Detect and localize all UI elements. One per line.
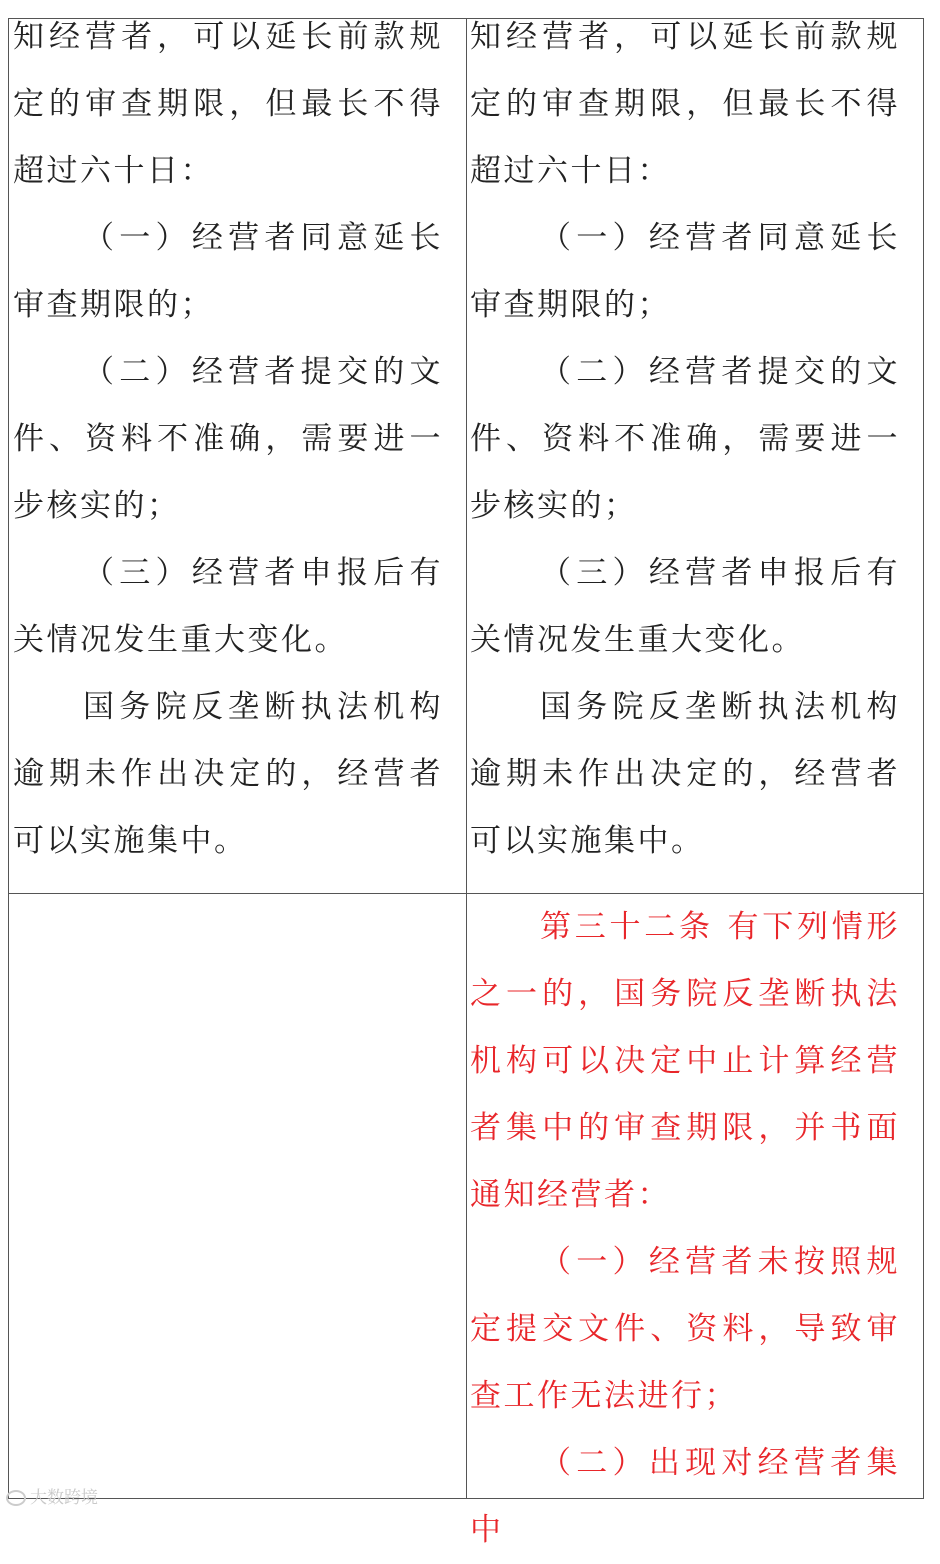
left-column-cell <box>13 4 443 875</box>
left-paragraph-continuation: 知经营者，可以延长前款规定的审查期限，但最长不得超过六十日： <box>13 19 443 189</box>
speech-bubble-icon <box>6 1490 26 1506</box>
right-item-3: （三）经营者申报后有关情况发生重大变化。 <box>470 555 900 658</box>
left-closing-paragraph: 国务院反垄断执法机构逾期未作出决定的，经营者可以实施集中。 <box>13 689 443 859</box>
new-article-heading-paragraph: 第三十二条 有下列情形之一的，国务院反垄断执法机构可以决定中止计算经营者集中的审查期限，并书面通知经营者： <box>470 909 900 1213</box>
new-article-item-1: （一）经营者未按照规定提交文件、资料，导致审查工作无法进行； <box>470 1244 900 1414</box>
left-item-3: （三）经营者申报后有关情况发生重大变化。 <box>13 555 443 658</box>
new-article-item-2: （二）出现对经营者集中 <box>470 1445 900 1548</box>
new-article-cell <box>470 894 900 1564</box>
right-item-2: （二）经营者提交的文件、资料不准确，需要进一步核实的； <box>470 354 900 524</box>
left-item-2: （二）经营者提交的文件、资料不准确，需要进一步核实的； <box>13 354 443 524</box>
left-item-1: （一）经营者同意延长审查期限的； <box>13 220 443 323</box>
right-item-1: （一）经营者同意延长审查期限的； <box>470 220 900 323</box>
column-divider <box>466 19 467 1498</box>
right-column-cell <box>470 4 900 875</box>
watermark <box>6 1483 98 1508</box>
right-paragraph-continuation: 知经营者，可以延长前款规定的审查期限，但最长不得超过六十日： <box>470 19 900 189</box>
right-closing-paragraph: 国务院反垄断执法机构逾期未作出决定的，经营者可以实施集中。 <box>470 689 900 859</box>
watermark-text: 大数跨境 <box>30 1488 98 1508</box>
